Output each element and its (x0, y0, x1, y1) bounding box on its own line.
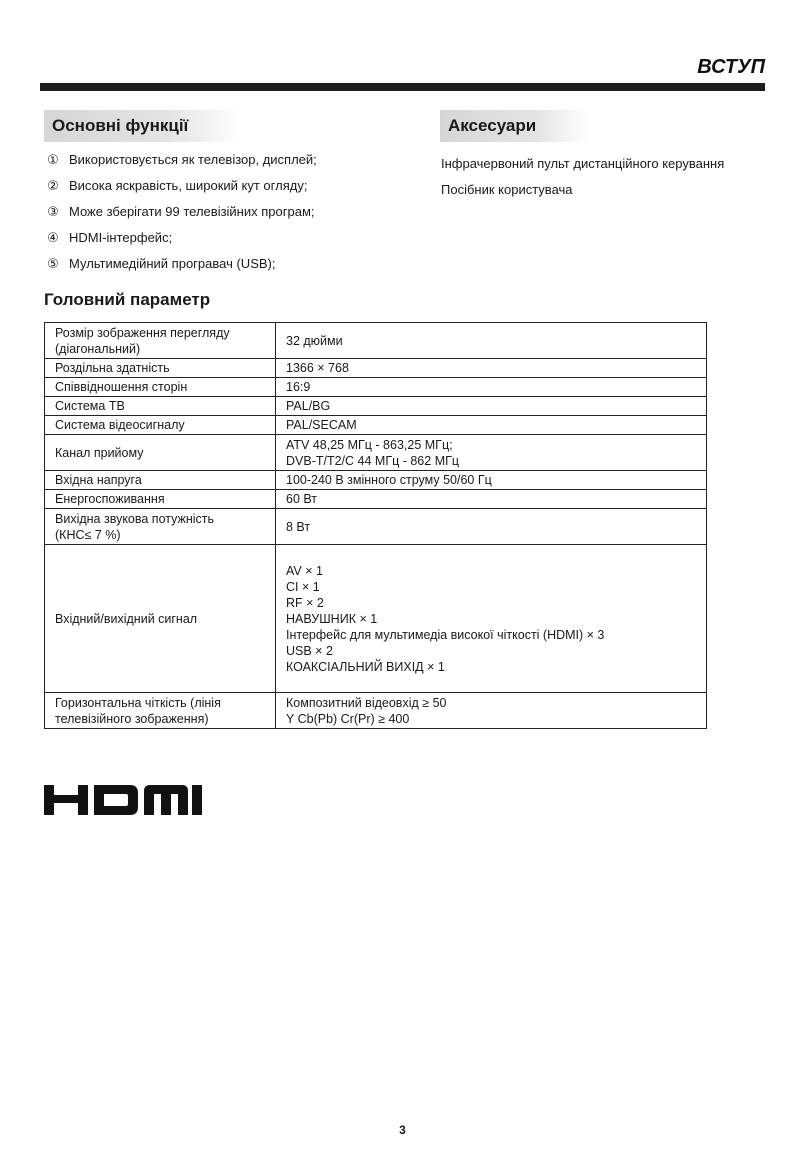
spec-key-line: Вихідна звукова потужність (55, 511, 215, 526)
spec-value (276, 490, 707, 509)
spec-key (45, 435, 276, 471)
spec-key-line: телевізійного зображення) (55, 711, 209, 726)
spec-value-line: AV × 1 (286, 563, 323, 578)
spec-value-line: 16:9 (286, 380, 311, 394)
spec-value-line: CI × 1 (286, 579, 320, 594)
spec-value (276, 545, 707, 693)
spec-value-line: PAL/SECAM (286, 418, 357, 432)
spec-key (45, 323, 276, 359)
spec-key-line: Канал прийому (55, 445, 144, 460)
feature-item (46, 178, 317, 204)
spec-value-line: Композитний відеовхід ≥ 50 (286, 695, 447, 710)
spec-row (45, 416, 707, 435)
spec-row (45, 545, 707, 693)
spec-value-line: PAL/BG (286, 399, 331, 413)
accessories-list (441, 156, 724, 208)
spec-row (45, 509, 707, 545)
spec-key-line: Розмір зображення перегляду (55, 325, 230, 340)
spec-key (45, 397, 276, 416)
accessory-item: Посібник користувача (441, 182, 573, 197)
feature-text: Висока яскравість, широкий кут огляду; (69, 178, 308, 193)
spec-value-line: КОАКСІАЛЬНИЙ ВИХІД × 1 (286, 659, 445, 674)
spec-key-line: Роздільна здатність (55, 361, 170, 375)
spec-key (45, 471, 276, 490)
spec-value-line: RF × 2 (286, 595, 324, 610)
spec-value-line: 100-240 В змінного струму 50/60 Гц (286, 473, 492, 487)
spec-value-line: Інтерфейс для мультимедіа високої чіткості (HDMI) × 3 (286, 627, 605, 642)
spec-key (45, 545, 276, 693)
header-rule (40, 83, 765, 91)
hdmi-letter-d (94, 785, 138, 815)
spec-key-line: Вхідна напруга (55, 473, 142, 487)
feature-text: Може зберігати 99 телевізійних програм; (69, 204, 315, 219)
spec-key (45, 416, 276, 435)
spec-key (45, 490, 276, 509)
spec-row (45, 323, 707, 359)
accessories-heading: Аксесуари (440, 110, 589, 142)
spec-row (45, 397, 707, 416)
spec-value-line: 8 Вт (286, 519, 311, 534)
hdmi-letter-i (192, 785, 202, 815)
page-number: 3 (399, 1123, 406, 1137)
spec-key (45, 693, 276, 729)
feature-item (46, 256, 317, 282)
spec-key-line: Горизонтальна чіткість (лінія (55, 695, 221, 710)
spec-value-line: ATV 48,25 МГц - 863,25 МГц; (286, 437, 453, 452)
spec-value (276, 359, 707, 378)
spec-key (45, 378, 276, 397)
feature-item (46, 152, 317, 178)
spec-value-line: 1366 × 768 (286, 361, 349, 375)
hdmi-letter-m (144, 785, 188, 815)
hdmi-logo (44, 785, 204, 815)
spec-value (276, 509, 707, 545)
spec-row (45, 471, 707, 490)
spec-row (45, 490, 707, 509)
accessory-item: Інфрачервоний пульт дистанційного керування (441, 156, 725, 171)
feature-number: ⑤ (47, 256, 59, 271)
spec-value (276, 416, 707, 435)
spec-row (45, 359, 707, 378)
spec-row (45, 693, 707, 729)
spec-table (44, 322, 707, 729)
spec-value (276, 693, 707, 729)
features-list (46, 152, 317, 282)
header-title: ВСТУП (697, 56, 765, 78)
feature-number: ① (47, 152, 59, 167)
spec-value-line: USB × 2 (286, 643, 333, 658)
spec-key (45, 509, 276, 545)
spec-key-line: Система відеосигналу (55, 418, 185, 432)
hdmi-letter-h (44, 785, 88, 815)
feature-number: ④ (47, 230, 59, 245)
spec-value-line: НАВУШНИК × 1 (286, 611, 378, 626)
spec-value-line: 60 Вт (286, 492, 318, 506)
spec-value (276, 471, 707, 490)
spec-value (276, 435, 707, 471)
feature-text: Використовується як телевізор, дисплей; (69, 152, 317, 167)
feature-number: ③ (47, 204, 59, 219)
spec-row (45, 378, 707, 397)
feature-item (46, 204, 317, 230)
feature-text: HDMI-інтерфейс; (69, 230, 173, 245)
params-title: Головний параметр (44, 290, 211, 309)
spec-value-line: DVB-T/T2/C 44 МГц - 862 МГц (286, 453, 460, 468)
spec-value (276, 323, 707, 359)
spec-key (45, 359, 276, 378)
features-heading: Основні функції (44, 110, 240, 142)
spec-key-line: Співвідношення сторін (55, 380, 188, 394)
spec-value (276, 378, 707, 397)
spec-value-line: 32 дюйми (286, 333, 343, 348)
spec-key-line: Енергоспоживання (55, 492, 165, 506)
spec-key-line: Система ТВ (55, 399, 125, 413)
spec-value-line: Y Cb(Pb) Cr(Pr) ≥ 400 (286, 711, 410, 726)
spec-key-line: (КНС≤ 7 %) (55, 527, 121, 542)
spec-key-line: (діагональний) (55, 341, 141, 356)
spec-key-line: Вхідний/вихідний сигнал (55, 611, 198, 626)
spec-value (276, 397, 707, 416)
feature-number: ② (47, 178, 59, 193)
feature-text: Мультимедійний програвач (USB); (69, 256, 276, 271)
feature-item (46, 230, 317, 256)
spec-row (45, 435, 707, 471)
